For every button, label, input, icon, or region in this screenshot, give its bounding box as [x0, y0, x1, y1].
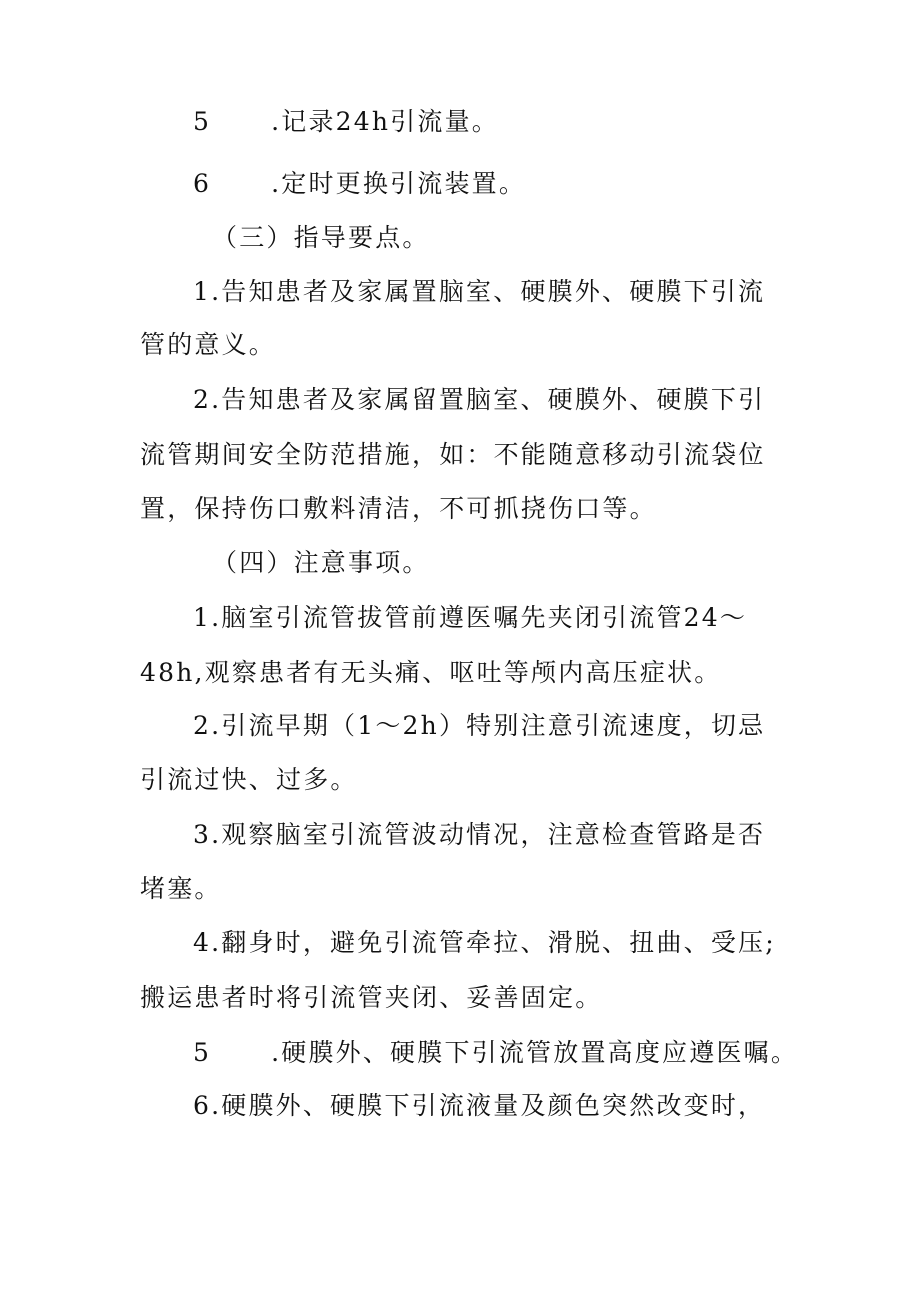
paragraph-line: 1.脑室引流管拔管前遵医嘱先夹闭引流管24～	[193, 603, 748, 632]
list-item-6-replace	[193, 164, 526, 204]
item-number: 5	[193, 107, 212, 136]
paragraph-line: 3.观察脑室引流管波动情况，注意检查管路是否	[193, 820, 766, 849]
paragraph-line: 2.告知患者及家属留置脑室、硬膜外、硬膜下引	[193, 385, 766, 414]
paragraph-line: 搬运患者时将引流管夹闭、妥善固定。	[140, 983, 603, 1012]
paragraph-line: 引流过快、过多。	[140, 765, 358, 794]
paragraph-line: 2.引流早期（1～2h）特别注意引流速度，切忌	[193, 711, 766, 740]
paragraph-line: 置，保持伤口敷料清洁，不可抓挠伤口等。	[140, 494, 657, 523]
paragraph-line: 1.告知患者及家属置脑室、硬膜外、硬膜下引流	[193, 277, 766, 306]
paragraph-line: 流管期间安全防范措施，如：不能随意移动引流袋位	[140, 440, 766, 469]
paragraph-line: 堵塞。	[140, 874, 222, 903]
item-number: 6	[193, 169, 212, 198]
item-text: .定时更换引流装置。	[271, 169, 527, 198]
item-number: 5	[193, 1038, 212, 1067]
paragraph-line: 6.硬膜外、硬膜下引流液量及颜色突然改变时，	[193, 1091, 766, 1120]
list-item-5-height	[193, 1033, 798, 1073]
item-text: .硬膜外、硬膜下引流管放置高度应遵医嘱。	[271, 1038, 799, 1067]
item-text: .记录24h引流量。	[271, 107, 499, 136]
paragraph-line: 48h,观察患者有无头痛、呕吐等颅内高压症状。	[140, 658, 722, 687]
section-heading-guidance: （三）指导要点。	[212, 223, 430, 252]
section-heading-precautions: （四）注意事项。	[212, 548, 430, 577]
list-item-5-record	[193, 102, 499, 142]
paragraph-line: 管的意义。	[140, 330, 277, 359]
paragraph-line: 4.翻身时，避免引流管牵拉、滑脱、扭曲、受压;	[193, 928, 776, 957]
